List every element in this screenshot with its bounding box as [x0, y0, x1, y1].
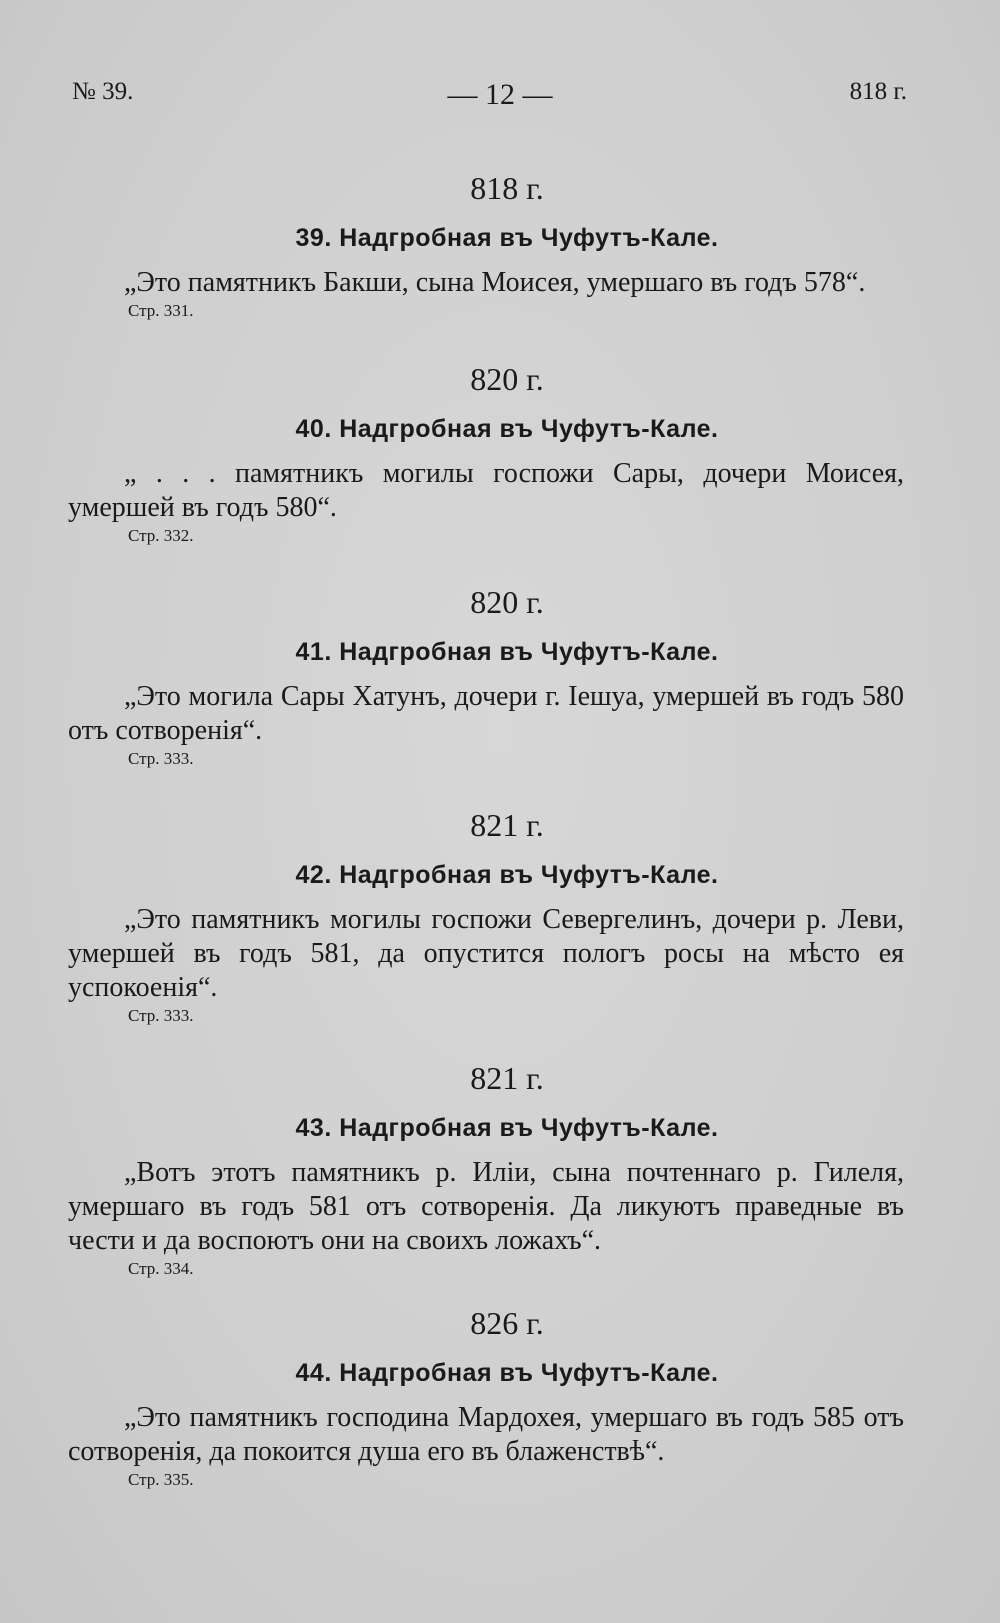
entry-heading: 39. Надгробная въ Чуфутъ-Кале.	[295, 224, 719, 252]
running-year: 818 г.	[849, 78, 907, 105]
entry-year: 820 г.	[470, 584, 544, 620]
entry-heading: 42. Надгробная въ Чуфутъ-Кале.	[295, 861, 719, 889]
entry-year: 821 г.	[470, 1060, 544, 1096]
source-reference: Стр. 334.	[128, 1259, 194, 1278]
entry-year: 818 г.	[470, 170, 544, 206]
source-reference: Стр. 335.	[128, 1470, 194, 1489]
entry-heading: 41. Надгробная въ Чуфутъ-Кале.	[295, 638, 719, 666]
source-reference: Стр. 332.	[128, 526, 194, 545]
entry-year: 821 г.	[470, 807, 544, 843]
inscription-entry-44	[68, 1301, 904, 1491]
inscription-text: „Это могила Сары Хатунъ, дочери г. Iешуа, умершей въ годъ 580 отъ сотворенiя“.	[68, 681, 904, 746]
inscription-text: „Это памятникъ могилы госпожи Севергелинъ, дочери р. Леви, умершей въ годъ 581, да опустится пологъ росы на мѣсто ея успокоенiя“.	[68, 904, 904, 1003]
inscription-text: „Это памятникъ Бакши, сына Моисея, умершаго въ годъ 578“.	[124, 267, 866, 298]
source-reference: Стр. 333.	[128, 1006, 194, 1025]
entry-year: 820 г.	[470, 361, 544, 397]
inscription-text: „Вотъ этотъ памятникъ р. Илiи, сына почтеннаго р. Гилеля, умершаго въ годъ 581 отъ сотворенiя. Да ликуютъ праведные въ чести и да воспоютъ они на своихъ ложахъ“.	[68, 1157, 904, 1256]
inscription-entry-41	[68, 580, 904, 770]
inscription-entry-40	[68, 357, 904, 547]
entry-heading: 40. Надгробная въ Чуфутъ-Кале.	[295, 415, 719, 443]
inscription-text: „Это памятникъ господина Мардохея, умершаго въ годъ 585 отъ сотворенiя, да покоится душа его въ блаженствѣ“.	[68, 1402, 904, 1467]
entry-year: 826 г.	[470, 1305, 544, 1341]
document-number: № 39.	[72, 78, 134, 105]
page-number: — 12 —	[447, 78, 553, 111]
inscription-text: „ . . . памятникъ могилы госпожи Сары, дочери Моисея, умершей въ годъ 580“.	[68, 458, 904, 523]
entry-heading: 44. Надгробная въ Чуфутъ-Кале.	[295, 1359, 719, 1387]
entry-heading: 43. Надгробная въ Чуфутъ-Кале.	[295, 1114, 719, 1142]
inscription-entry-43	[68, 1056, 904, 1280]
running-head	[0, 78, 1000, 112]
source-reference: Стр. 331.	[128, 301, 194, 320]
source-reference: Стр. 333.	[128, 749, 194, 768]
inscription-entry-42	[68, 803, 904, 1027]
inscription-entry-39	[68, 166, 904, 322]
